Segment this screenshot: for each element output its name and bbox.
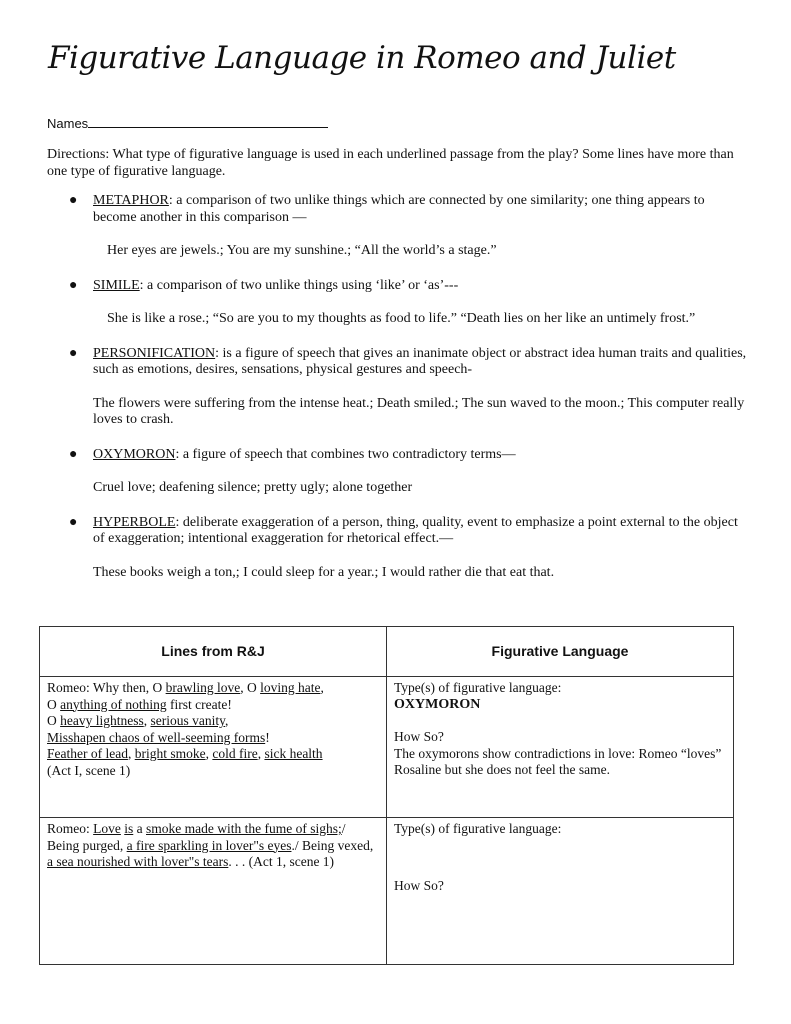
how-so-label: How So? xyxy=(394,877,444,893)
answer-cell[interactable] xyxy=(387,818,734,965)
type-label: Type(s) of figurative language: xyxy=(394,821,562,836)
definition-term: OXYMORON xyxy=(93,446,176,462)
definition-personification xyxy=(47,346,747,429)
definition-example: Cruel love; deafening silence; pretty ugly; alone together xyxy=(93,480,413,495)
table-header-row xyxy=(40,627,734,677)
names-blank-line xyxy=(88,115,328,128)
bullet-icon: ● xyxy=(69,277,78,293)
definition-oxymoron xyxy=(47,447,747,497)
type-label: Type(s) of figurative language: xyxy=(394,680,562,695)
bullet-icon: ● xyxy=(69,514,78,530)
bullet-icon: ● xyxy=(69,193,78,208)
answer-cell[interactable] xyxy=(387,677,734,818)
definition-example: She is like a rose.; “So are you to my thoughts as food to life.” “Death lies on her like an untimely frost.” xyxy=(107,311,696,326)
table-row xyxy=(40,677,734,818)
quote-cell: Romeo: Why then, O brawling love, O loving hate, O anything of nothing first create! O heavy lightness, serious vanity, Misshapen chaos of well-seeming forms! Feather of lead, bright smoke, cold fire, sick health (Act I, scene 1) xyxy=(40,677,387,818)
definition-text: : a figure of speech that combines two contradictory terms— xyxy=(175,446,516,462)
page-title: Figurative Language in Romeo and Juliet xyxy=(48,40,676,76)
definition-text: : a comparison of two unlike things using ‘like’ or ‘as’--- xyxy=(139,277,459,293)
names-label: Names xyxy=(47,116,89,131)
header-figurative-language: Figurative Language xyxy=(387,627,734,677)
definition-term: HYPERBOLE xyxy=(93,514,176,530)
quote-cell: Romeo: Love is a smoke made with the fume of sighs;/ Being purged, a fire sparkling in lover"s eyes./ Being vexed, a sea nourished with lover"s tears. . . (Act 1, scene 1) xyxy=(40,818,387,965)
names-field xyxy=(47,115,328,131)
analysis-table xyxy=(39,626,734,965)
how-so-label: How So? xyxy=(394,729,444,744)
definition-term: PERSONIFICATION xyxy=(93,345,216,361)
definition-term: SIMILE xyxy=(93,277,140,293)
header-lines: Lines from R&J xyxy=(40,627,387,677)
how-so-answer: The oxymorons show contradictions in love: Romeo “loves” Rosaline but she does not feel the same. xyxy=(394,745,722,777)
directions-text: Directions: What type of figurative language is used in each underlined passage from the play? Some lines have more than one type of figurative language. xyxy=(47,147,734,179)
definition-simile xyxy=(47,278,747,328)
table-row xyxy=(40,818,734,965)
definition-hyperbole xyxy=(47,515,747,582)
definition-example: Her eyes are jewels.; You are my sunshine.; “All the world’s a stage.” xyxy=(107,243,497,258)
definition-example: These books weigh a ton,; I could sleep for a year.; I would rather die that eat that. xyxy=(93,564,555,580)
definition-text: : deliberate exaggeration of a person, thing, quality, event to emphasize a point external to the object of exaggeration; intentional exaggeration for rhetorical effect.— xyxy=(93,514,738,546)
definition-text: : a comparison of two unlike things which are connected by one similarity; one thing appears to become another in this comparison — xyxy=(93,193,705,225)
bullet-icon: ● xyxy=(69,345,78,361)
bullet-icon: ● xyxy=(69,446,78,462)
definition-example: The flowers were suffering from the intense heat.; Death smiled.; The sun waved to the moon.; This computer really loves to crash. xyxy=(93,395,745,427)
definition-metaphor xyxy=(47,193,747,260)
definitions-list xyxy=(47,193,747,581)
definition-text: : is a figure of speech that gives an inanimate object or abstract idea human traits and qualities, such as emotions, desires, sensations, physical gestures and speech- xyxy=(93,345,747,377)
definition-term: METAPHOR xyxy=(93,193,169,208)
type-answer: OXYMORON xyxy=(394,696,481,712)
